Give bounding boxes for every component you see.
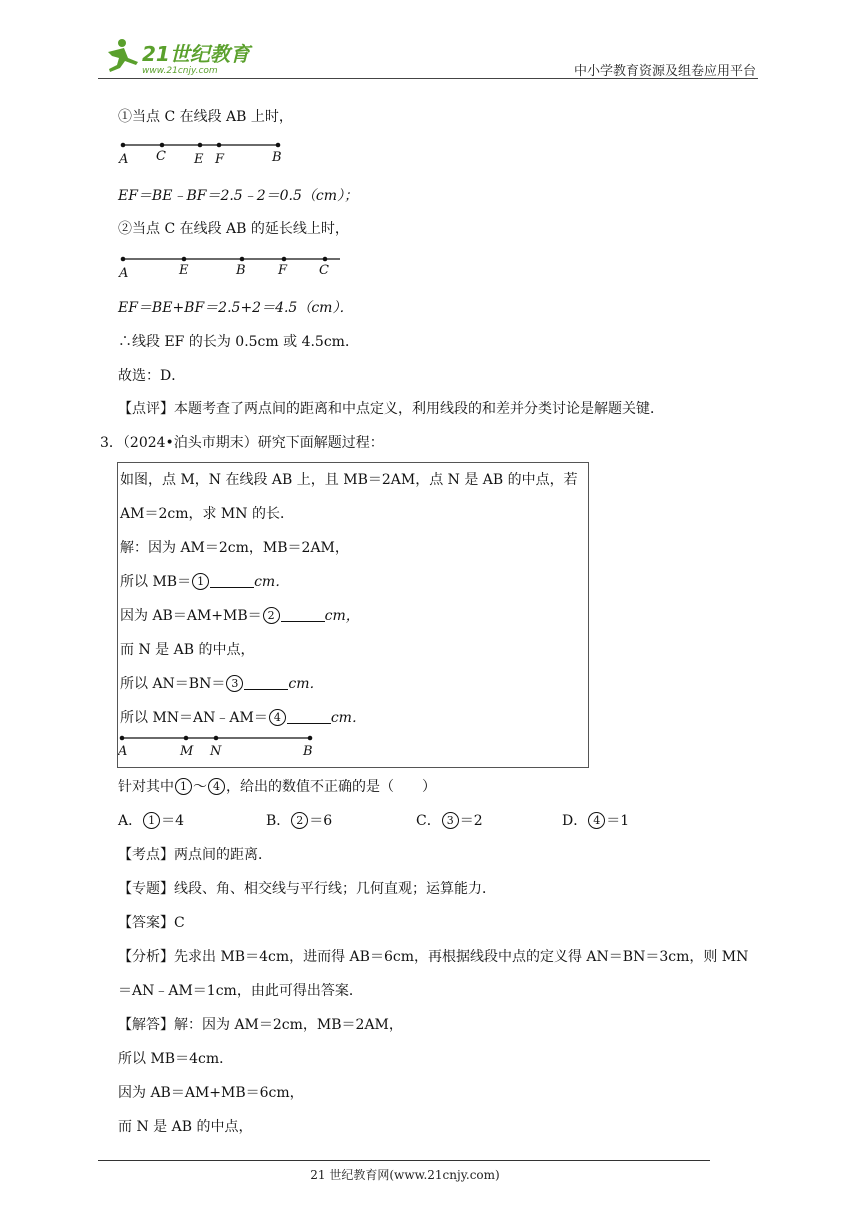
box-line-2: AM＝2cm，求 MN 的长． <box>120 506 294 522</box>
svg-text:21世纪教育: 21世纪教育 <box>142 42 250 66</box>
box-line-5: 因为 AB＝AM+MB＝ 2 cm， <box>120 608 360 624</box>
circled-1: 1 <box>192 573 209 590</box>
case2-text: ②当点 C 在线段 AB 的延长线上时， <box>118 221 349 237</box>
analysis-line-1: 【分析】先求出 MB＝4cm，进而得 AB＝6cm，再根据线段中点的定义得 AN＝BN＝3cm，则 MN <box>118 949 749 965</box>
case2-label-c: C <box>319 263 329 278</box>
footer-text: 21 世纪教育网(www.21cnjy.com) <box>310 1168 500 1182</box>
case2-label-f: F <box>278 263 288 278</box>
option-c: C． 3 ＝2 <box>416 813 483 829</box>
header-divider <box>98 78 758 79</box>
case1-label-e: E <box>194 152 204 167</box>
solution-line-1: 【解答】解：因为 AM＝2cm，MB＝2AM， <box>118 1017 403 1033</box>
solution-line-4: 而 N 是 AB 的中点， <box>118 1119 253 1135</box>
circled-3: 3 <box>226 675 243 692</box>
blank-3 <box>244 677 288 690</box>
q3-stem: 3．（2024•泊头市期末）研究下面解题过程： <box>100 435 384 451</box>
analysis-line-2: ＝AN﹣AM＝1cm，由此可得出答案． <box>118 983 363 999</box>
zhuanti: 【专题】线段、角、相交线与平行线；几何直观；运算能力． <box>118 881 496 897</box>
q3-label-a: A <box>118 744 128 759</box>
case1-text: ①当点 C 在线段 AB 上时， <box>118 109 293 125</box>
case1-label-c: C <box>156 149 166 164</box>
case1-equation: EF＝BE﹣BF＝2.5﹣2＝0.5（cm）； <box>118 188 358 204</box>
circled-2: 2 <box>263 607 280 624</box>
solution-line-2: 所以 MB＝4cm． <box>118 1051 234 1067</box>
case1-label-f: F <box>215 152 225 167</box>
box-line-1: 如图，点 M，N 在线段 AB 上，且 MB＝2AM，点 N 是 AB 的中点，若 <box>120 472 578 488</box>
kaodian: 【考点】两点间的距离． <box>118 847 272 863</box>
svg-text:www.21cnjy.com: www.21cnjy.com <box>142 66 218 76</box>
case1-diagram <box>118 138 293 168</box>
solution-line-3: 因为 AB＝AM+MB＝6cm， <box>118 1085 304 1101</box>
q3-label-b: B <box>303 744 313 759</box>
option-d: D． 4 ＝1 <box>562 813 630 829</box>
blank-1 <box>210 575 254 588</box>
box-line-3: 解：因为 AM＝2cm，MB＝2AM， <box>120 540 349 556</box>
case2-label-b: B <box>236 263 246 278</box>
review: 【点评】本题考查了两点间的距离和中点定义，利用线段的和差并分类讨论是解题关键． <box>118 401 664 417</box>
conclusion: ∴线段 EF 的长为 0.5cm 或 4.5cm． <box>118 334 359 350</box>
option-b: B． 2 ＝6 <box>266 813 333 829</box>
blank-4 <box>287 711 331 724</box>
choice: 故选：D． <box>118 368 186 384</box>
platform-name: 中小学教育资源及组卷应用平台 <box>573 64 756 79</box>
case2-label-a: A <box>119 266 129 281</box>
site-logo <box>98 36 258 76</box>
box-line-8: 所以 MN＝AN﹣AM＝ 4 cm． <box>120 710 366 726</box>
blank-2 <box>281 609 325 622</box>
box-line-7: 所以 AN＝BN＝ 3 cm． <box>120 676 324 692</box>
case1-label-b: B <box>272 150 282 165</box>
footer-divider <box>98 1160 710 1161</box>
box-line-6: 而 N 是 AB 的中点， <box>120 642 255 658</box>
circled-4: 4 <box>269 709 286 726</box>
option-a: A． 1 ＝4 <box>118 813 185 829</box>
answer: 【答案】C <box>118 915 185 931</box>
case1-label-a: A <box>119 152 129 167</box>
q3-diagram <box>118 733 318 761</box>
box-line-4: 所以 MB＝ 1 cm． <box>120 574 290 590</box>
case2-diagram <box>118 252 348 282</box>
q3-question: 针对其中 1 ～ 4 ，给出的数值不正确的是（ ） <box>118 779 436 795</box>
q3-label-m: M <box>180 744 194 759</box>
case2-equation: EF＝BE+BF＝2.5+2＝4.5（cm）． <box>118 300 354 316</box>
case2-label-e: E <box>179 263 189 278</box>
q3-label-n: N <box>210 744 222 759</box>
